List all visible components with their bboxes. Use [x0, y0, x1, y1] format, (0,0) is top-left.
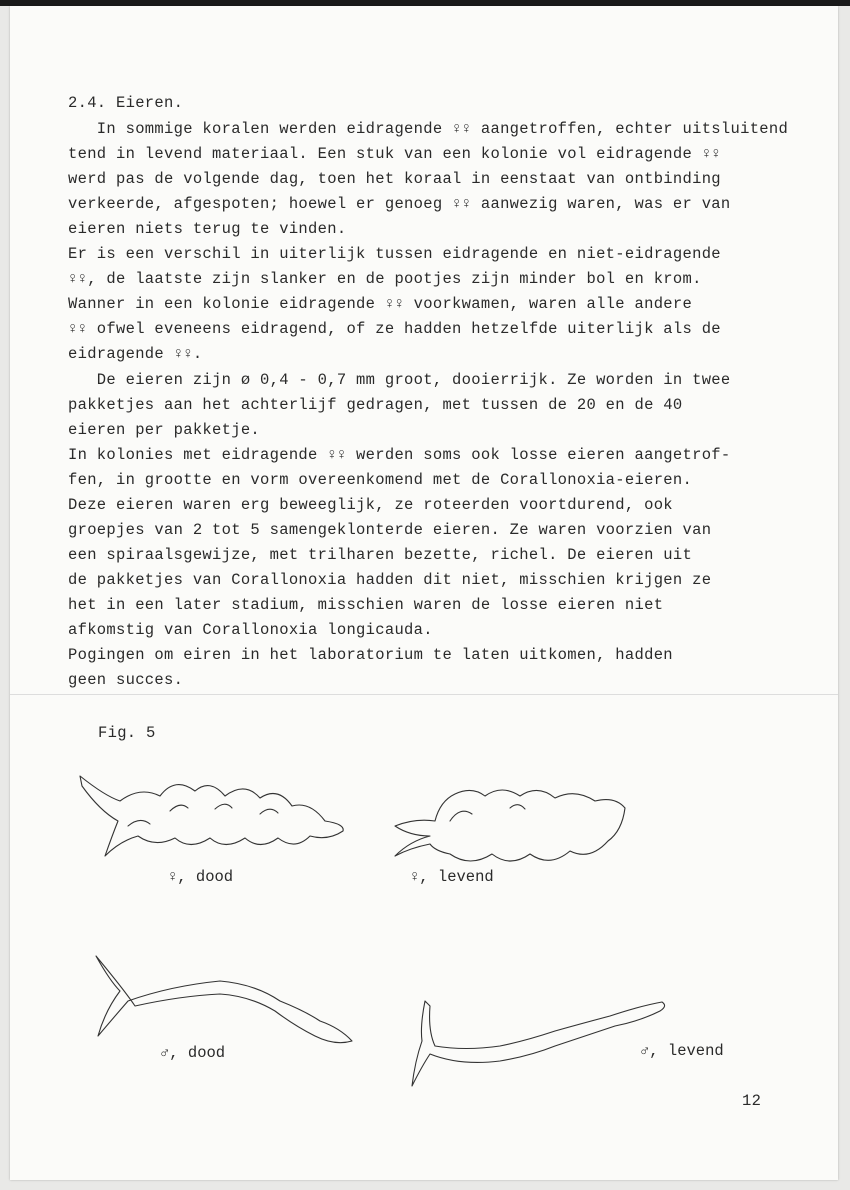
- document-page: [10, 6, 838, 1180]
- text-line: De eieren zijn ø 0,4 - 0,7 mm groot, dooierrijk. Ze worden in twee: [68, 371, 731, 389]
- label-female-alive: ♀, levend: [410, 868, 494, 886]
- page-number: 12: [742, 1092, 762, 1110]
- text-line: verkeerde, afgespoten; hoewel er genoeg ♀♀ aanwezig waren, was er van: [68, 195, 731, 213]
- text-line: ♀♀ ofwel eveneens eidragend, of ze hadden hetzelfde uiterlijk als de: [68, 320, 721, 338]
- male-alive-drawing: [412, 1001, 665, 1086]
- male-dead-drawing: [96, 956, 352, 1043]
- text-line: eieren per pakketje.: [68, 421, 261, 439]
- text-line: groepjes van 2 tot 5 samengeklonterde eieren. Ze waren voorzien van: [68, 521, 712, 539]
- text-line: eidragende ♀♀.: [68, 345, 203, 363]
- text-line: Pogingen om eiren in het laboratorium te laten uitkomen, hadden: [68, 646, 673, 664]
- text-line: tend in levend materiaal. Een stuk van een kolonie vol eidragende ♀♀: [68, 145, 721, 163]
- text-line: pakketjes aan het achterlijf gedragen, met tussen de 20 en de 40: [68, 396, 683, 414]
- text-line: de pakketjes van Corallonoxia hadden dit niet, misschien krijgen ze: [68, 571, 712, 589]
- label-male-dead: ♂, dood: [160, 1044, 226, 1062]
- text-line: werd pas de volgende dag, toen het koraal in eenstaat van ontbinding: [68, 170, 721, 188]
- female-alive-drawing: [395, 790, 625, 861]
- section-heading: 2.4. Eieren.: [68, 94, 184, 112]
- text-line: het in een later stadium, misschien waren de losse eieren niet: [68, 596, 664, 614]
- figure-caption: Fig. 5: [98, 724, 156, 742]
- female-dead-drawing: [80, 776, 343, 856]
- figure-5-drawings: [10, 6, 838, 1180]
- text-line: Er is een verschil in uiterlijk tussen eidragende en niet-eidragende: [68, 245, 721, 263]
- text-line: afkomstig van Corallonoxia longicauda.: [68, 621, 433, 639]
- label-male-alive: ♂, levend: [640, 1042, 724, 1060]
- text-line: Wanner in een kolonie eidragende ♀♀ voorkwamen, waren alle andere: [68, 295, 693, 313]
- text-line: eieren niets terug te vinden.: [68, 220, 347, 238]
- label-female-dead: ♀, dood: [168, 868, 234, 886]
- text-line: In kolonies met eidragende ♀♀ werden soms ook losse eieren aangetrof-: [68, 446, 731, 464]
- text-line: ♀♀, de laatste zijn slanker en de pootjes zijn minder bol en krom.: [68, 270, 702, 288]
- text-line: geen succes.: [68, 671, 184, 689]
- text-line: fen, in grootte en vorm overeenkomend met de Corallonoxia-eieren.: [68, 471, 693, 489]
- text-line: een spiraalsgewijze, met trilharen bezette, richel. De eieren uit: [68, 546, 693, 564]
- text-line: Deze eieren waren erg beweeglijk, ze roteerden voortdurend, ook: [68, 496, 673, 514]
- text-line: In sommige koralen werden eidragende ♀♀ aangetroffen, echter uitsluitend: [68, 120, 789, 138]
